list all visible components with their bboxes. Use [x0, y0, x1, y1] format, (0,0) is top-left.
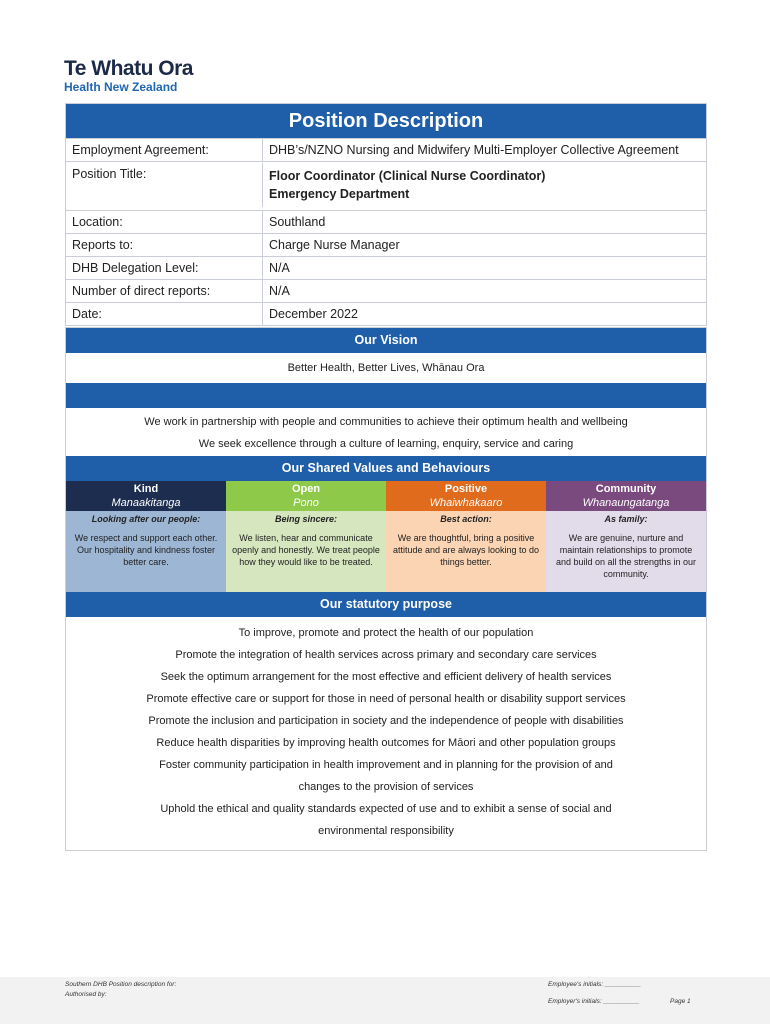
value-desc: We listen, hear and communicate openly and honestly. We treat people how they would like to be treated. — [232, 533, 380, 567]
value-body — [226, 511, 386, 592]
value-lead: Looking after our people: — [91, 514, 201, 524]
value-lead: Being sincere: — [274, 514, 338, 524]
value-maori-name: Manaakitanga — [66, 496, 226, 511]
values-heading: Our Shared Values and Behaviours — [66, 456, 706, 481]
purpose-list — [66, 617, 706, 850]
value-desc: We are thoughtful, bring a positive attitude and are always looking to do things better. — [392, 533, 540, 567]
row-value: December 2022 — [269, 307, 358, 321]
purpose-line: Promote the integration of health services across primary and secondary care services — [175, 649, 597, 661]
row-label: Date: — [66, 303, 263, 325]
department: Emergency Department — [269, 187, 410, 201]
value-name: Open — [226, 481, 386, 496]
value-lead: Best action: — [440, 514, 492, 524]
purpose-line: Foster community participation in health improvement and in planning for the provision of and — [159, 759, 613, 771]
value-desc: We are genuine, nurture and maintain relationships to promote and build on all the strengths in our community. — [555, 533, 697, 579]
position-description-table — [65, 103, 707, 326]
value-positive — [386, 481, 546, 592]
value-maori-name: Pono — [226, 496, 386, 511]
value-community — [546, 481, 706, 592]
purpose-line: Uphold the ethical and quality standards expected of use and to exhibit a sense of social and — [160, 803, 612, 815]
footer-employer-initials: Employer's initials: __________ — [548, 998, 640, 1005]
row-value: DHB’s/NZNO Nursing and Midwifery Multi-Employer Collective Agreement — [269, 143, 679, 157]
table-row — [66, 233, 706, 256]
position-description-title: Position Description — [66, 104, 706, 138]
vision-text: Better Health, Better Lives, Whānau Ora — [287, 362, 485, 374]
mission-heading-bar — [66, 383, 706, 408]
purpose-line: changes to the provision of services — [298, 781, 474, 793]
value-kind — [66, 481, 226, 592]
value-lead: As family: — [604, 514, 648, 524]
purpose-heading: Our statutory purpose — [66, 592, 706, 617]
row-label: Employment Agreement: — [66, 139, 263, 161]
row-value: Charge Nurse Manager — [269, 238, 400, 252]
footer-authorised-by: Authorised by: — [65, 991, 107, 998]
vision-values-purpose-box — [65, 327, 707, 851]
table-row — [66, 210, 706, 233]
row-label: Reports to: — [66, 234, 263, 256]
purpose-line: To improve, promote and protect the health of our population — [238, 627, 534, 639]
value-maori-name: Whanaungatanga — [546, 496, 706, 511]
row-label: Position Title: — [66, 163, 263, 207]
mission-line: We seek excellence through a culture of learning, enquiry, service and caring — [198, 438, 574, 450]
values-grid — [66, 481, 706, 592]
footer-employee-initials: Employee's initials: __________ — [548, 981, 642, 988]
purpose-line: Reduce health disparities by improving health outcomes for Māori and other population groups — [156, 737, 616, 749]
value-open — [226, 481, 386, 592]
purpose-line: environmental responsibility — [318, 825, 454, 837]
row-value: Southland — [269, 215, 326, 229]
mission — [66, 408, 706, 456]
table-row — [66, 256, 706, 279]
row-value — [263, 163, 706, 207]
value-name: Kind — [66, 481, 226, 496]
purpose-line: Promote effective care or support for those in need of personal health or disability support services — [146, 693, 626, 705]
row-label: Number of direct reports: — [66, 280, 263, 302]
value-body — [66, 511, 226, 592]
row-label: DHB Delegation Level: — [66, 257, 263, 279]
row-value: N/A — [269, 284, 290, 298]
value-body — [386, 511, 546, 592]
table-row — [66, 161, 706, 210]
table-row — [66, 138, 706, 161]
row-value: N/A — [269, 261, 290, 275]
row-label: Location: — [66, 211, 263, 233]
logo-name: Te Whatu Ora — [64, 57, 193, 80]
purpose-line: Seek the optimum arrangement for the most effective and efficient delivery of health services — [160, 671, 612, 683]
value-desc: We respect and support each other. Our hospitality and kindness foster better care. — [74, 533, 218, 567]
purpose-line: Promote the inclusion and participation in society and the independence of people with disabilities — [148, 715, 624, 727]
value-maori-name: Whaiwhakaaro — [386, 496, 546, 511]
mission-line: We work in partnership with people and communities to achieve their optimum health and wellbeing — [144, 416, 628, 428]
value-body — [546, 511, 706, 592]
position-title: Floor Coordinator (Clinical Nurse Coordinator) — [269, 169, 546, 183]
value-name: Positive — [386, 481, 546, 496]
table-row — [66, 279, 706, 302]
logo-subtitle: Health New Zealand — [64, 80, 178, 94]
page-footer — [0, 977, 770, 1024]
vision-heading: Our Vision — [66, 328, 706, 353]
table-row — [66, 302, 706, 325]
logo — [64, 58, 193, 94]
footer-page-number: Page 1 — [670, 998, 691, 1005]
footer-description-for: Southern DHB Position description for: — [65, 981, 177, 988]
value-name: Community — [546, 481, 706, 496]
